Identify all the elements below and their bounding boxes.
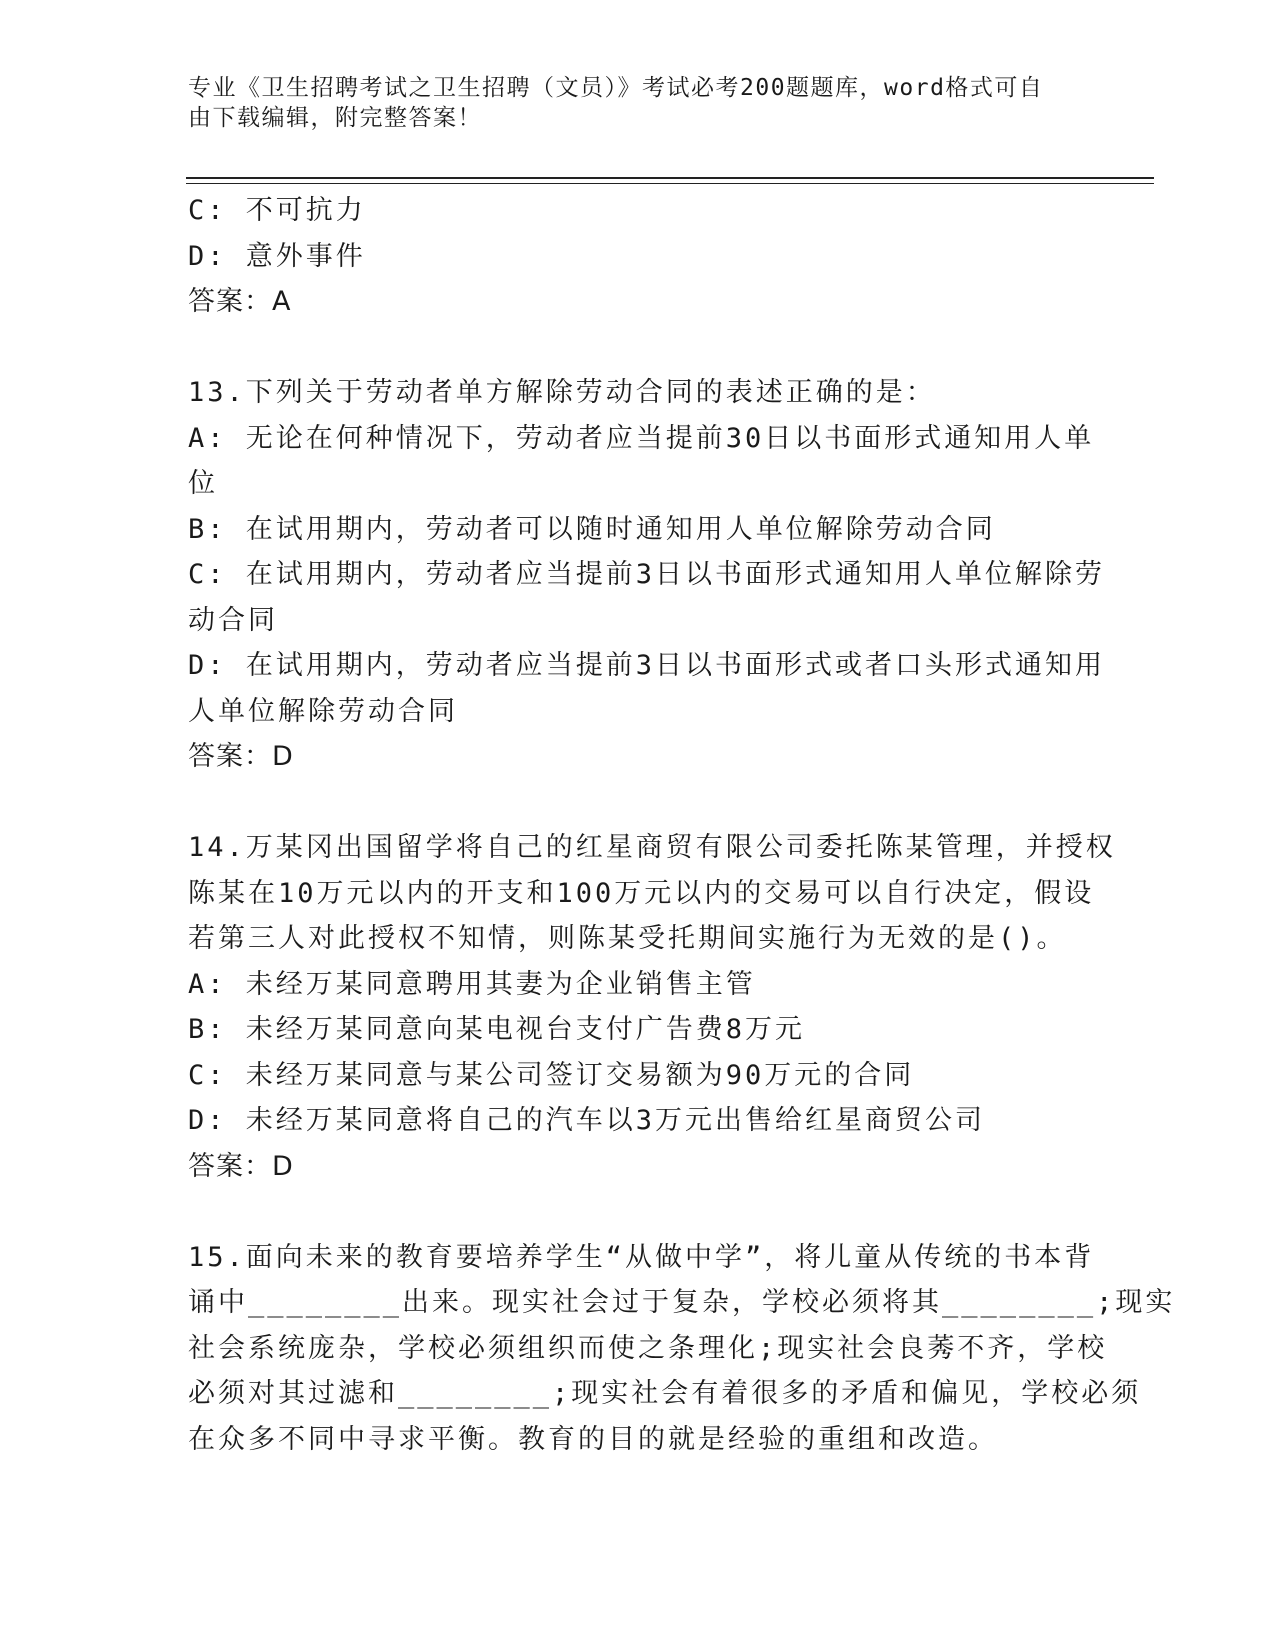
spacer (188, 1189, 1088, 1235)
question-stem-cont: 必须对其过滤和________;现实社会有着很多的矛盾和偏见，学校必须 (188, 1378, 1142, 1409)
option-d: D: 意外事件 (188, 240, 366, 272)
option-c: C: 不可抗力 (188, 195, 366, 226)
question-stem: 14.万某冈出国留学将自己的红星商贸有限公司委托陈某管理，并授权 (188, 832, 1116, 863)
option-a: A: 未经万某同意聘用其妻为企业销售主管 (188, 968, 756, 1000)
question-14 (188, 825, 1116, 1189)
option-c: C: 未经万某同意与某公司签订交易额为90万元的合同 (188, 1059, 915, 1091)
answer: 答案：A (188, 286, 292, 317)
option-d-cont: 人单位解除劳动合同 (188, 695, 458, 727)
spacer (188, 780, 1088, 826)
question-stem-cont: 陈某在10万元以内的开支和100万元以内的交易可以自行决定，假设 (188, 877, 1095, 909)
option-a-cont: 位 (188, 468, 218, 499)
spacer (188, 325, 1088, 371)
question-stem-cont: 诵中________出来。现实社会过于复杂，学校必须将其________;现实 (188, 1287, 1176, 1318)
option-d: D: 未经万某同意将自己的汽车以3万元出售给红星商贸公司 (188, 1105, 986, 1136)
question-stem: 15.面向未来的教育要培养学生“从做中学”，将儿童从传统的书本背 (188, 1241, 1095, 1273)
question-13 (188, 370, 1106, 780)
answer: 答案：D (188, 741, 294, 772)
question-stem-cont: 在众多不同中寻求平衡。教育的目的就是经验的重组和改造。 (188, 1423, 998, 1455)
header-line-2: 由下载编辑，附完整答案！ (188, 105, 482, 131)
header-rule-thin (186, 183, 1154, 184)
question-stem-cont: 若第三人对此授权不知情，则陈某受托期间实施行为无效的是()。 (188, 923, 1067, 954)
option-c-cont: 动合同 (188, 604, 278, 636)
header-rule-thick (186, 177, 1154, 179)
header-line-1: 专业《卫生招聘考试之卫生招聘（文员）》考试必考200题题库，word格式可自 (188, 75, 1044, 101)
document-body (188, 188, 1176, 1462)
question-stem-cont: 社会系统庞杂，学校必须组织而使之条理化;现实社会良莠不齐，学校 (188, 1332, 1108, 1364)
option-d: D: 在试用期内，劳动者应当提前3日以书面形式或者口头形式通知用 (188, 650, 1106, 681)
question-stem: 13.下列关于劳动者单方解除劳动合同的表述正确的是： (188, 377, 936, 408)
question-12-tail (188, 188, 1088, 325)
question-15 (188, 1235, 1176, 1463)
option-b: B: 未经万某同意向某电视台支付广告费8万元 (188, 1014, 806, 1045)
option-b: B: 在试用期内，劳动者可以随时通知用人单位解除劳动合同 (188, 513, 996, 545)
answer: 答案：D (188, 1150, 294, 1182)
document-header (188, 73, 1068, 133)
option-a: A: 无论在何种情况下，劳动者应当提前30日以书面形式通知用人单 (188, 422, 1095, 454)
option-c: C: 在试用期内，劳动者应当提前3日以书面形式通知用人单位解除劳 (188, 559, 1106, 590)
